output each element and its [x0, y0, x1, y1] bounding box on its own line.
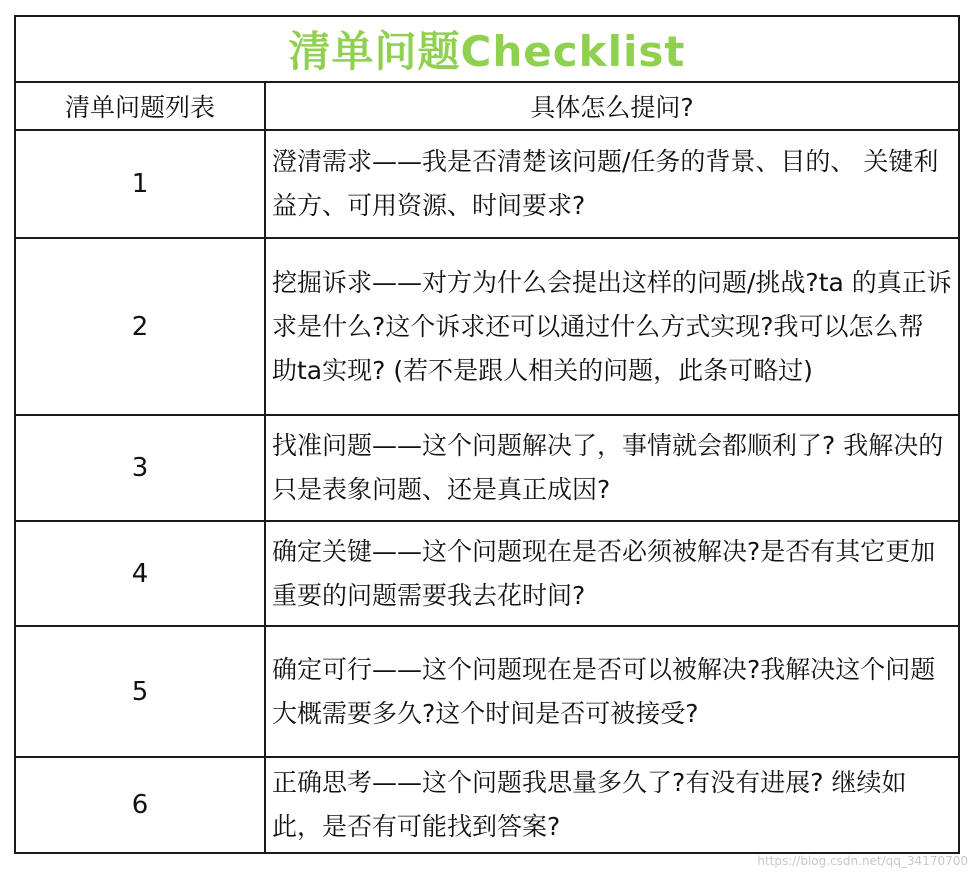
row-text: 确定关键——这个问题现在是否必须被解决?是否有其它更加重要的问题需要我去花时间? [265, 521, 959, 626]
header-question: 具体怎么提问? [265, 82, 959, 130]
table-row [15, 415, 959, 521]
row-number: 2 [15, 238, 265, 415]
title-row [15, 16, 959, 82]
table-row [15, 757, 959, 853]
watermark: https://blog.csdn.net/qq_34170700 [757, 854, 968, 868]
row-number: 5 [15, 626, 265, 757]
row-number: 1 [15, 130, 265, 238]
row-text: 正确思考——这个问题我思量多久了?有没有进展? 继续如此，是否有可能找到答案? [265, 757, 959, 853]
row-text: 澄清需求——我是否清楚该问题/任务的背景、目的、 关键利益方、可用资源、时间要求? [265, 130, 959, 238]
checklist-table [14, 15, 960, 854]
row-number: 6 [15, 757, 265, 853]
table-title: 清单问题Checklist [15, 16, 959, 82]
row-text: 确定可行——这个问题现在是否可以被解决?我解决这个问题大概需要多久?这个时间是否可被接受? [265, 626, 959, 757]
table-row [15, 626, 959, 757]
table-row [15, 521, 959, 626]
header-row [15, 82, 959, 130]
row-text: 挖掘诉求——对方为什么会提出这样的问题/挑战?ta 的真正诉求是什么?这个诉求还可以通过什么方式实现?我可以怎么帮 助ta实现? (若不是跟人相关的问题，此条可略过) [265, 238, 959, 415]
row-number: 4 [15, 521, 265, 626]
header-list: 清单问题列表 [15, 82, 265, 130]
table-row [15, 238, 959, 415]
row-number: 3 [15, 415, 265, 521]
table-row [15, 130, 959, 238]
row-text: 找准问题——这个问题解决了，事情就会都顺利了? 我解决的只是表象问题、还是真正成因? [265, 415, 959, 521]
